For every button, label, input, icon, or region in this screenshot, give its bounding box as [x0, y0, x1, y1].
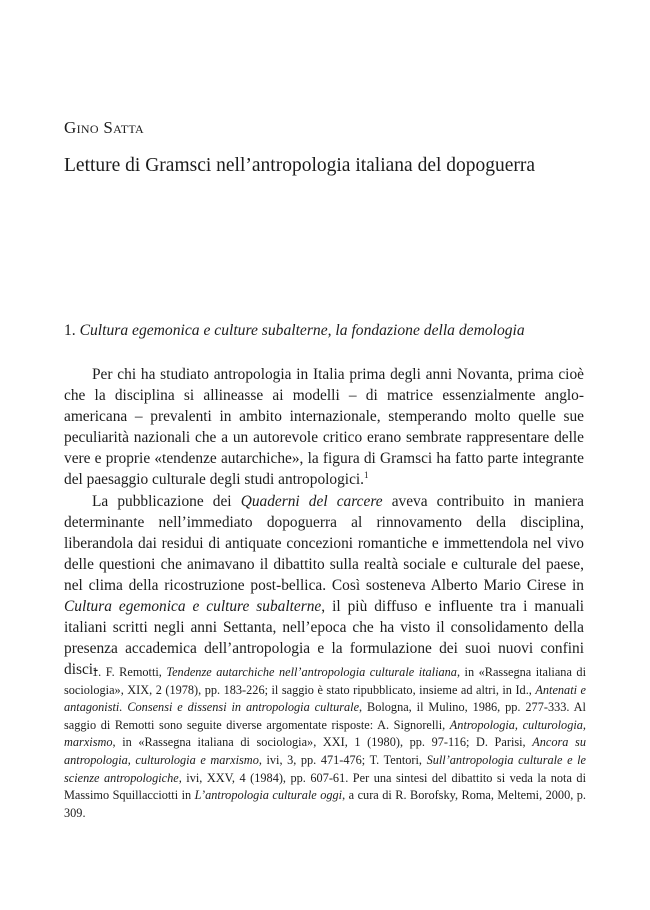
paragraph-1-text: Per chi ha studiato antropologia in Italia prima degli anni Novanta, prima cioè che la disciplina si allineasse ai modelli – di matrice essenzialmente anglo-americana – prevalenti in ambito internazionale, stemperando molto quelle sue peculiarità nazionali che a un autorevole critico erano sembrate rappresentare delle vere e proprie «tendenze autarchiche», la figura di Gramsci ha fatto parte integrante del paesaggio culturale degli studi antropologici.: [64, 366, 584, 489]
paragraph-2-part-3: , il più diffuso e influente tra i manuali italiani scritti negli anni Settanta, nell’epoca che ha visto il consolidamento della presenza accademica dell’antropologia e la formulazione dei suoi nuovi confini disci-: [64, 598, 585, 679]
work-title-quaderni: Quaderni del carcere: [240, 492, 383, 510]
footnote-segment: , a cura di R. Borofsky, Roma, Meltemi, 2000, p. 309.: [64, 788, 586, 820]
section-number: 1.: [64, 322, 76, 339]
work-title-cultura-egemonica: Cultura egemonica e culture subalterne: [64, 598, 322, 616]
footnote-segment: , ivi, 3, pp. 471-476; T. Tentori,: [258, 752, 427, 767]
section-heading: [64, 322, 604, 340]
footnote-work-title: Tendenze autarchiche nell’antropologia culturale italiana: [166, 665, 457, 679]
footnote-work-title: Sull’antropologia culturale e le scienze antropologiche,: [64, 752, 586, 785]
footnote-segment: , in «Rassegna italiana di sociologia», XIX, 2 (1978), pp. 183-226; il saggio è stato ripubblicato, insieme ad altri, in Id.,: [64, 665, 586, 697]
author-name: Gino Satta: [64, 118, 145, 137]
footnote-reference: 1: [364, 470, 369, 481]
paragraph-2: [64, 491, 584, 681]
footnote-work-title: Antropologia, culturologia, marxismo: [64, 717, 586, 750]
footnote-work-title: Antenati e antagonisti. Consensi e dissensi in antropologia culturale: [64, 682, 587, 715]
footnote-segment: , in «Rassegna italiana di sociologia», XXI, 1 (1980), pp. 97-116; D. Parisi,: [112, 735, 533, 750]
footnote: [64, 664, 586, 822]
footnote-1: [64, 664, 586, 822]
chapter-title: Letture di Gramsci nell’antropologia italiana del dopoguerra: [64, 155, 536, 176]
footnote-segment: 1. F. Remotti,: [92, 665, 167, 679]
footnote-segment: ivi, XXV, 4 (1984), pp. 607-61. Per una sintesi del dibattito si veda la nota di Massimo Squillacciotti in: [64, 770, 586, 803]
footnote-work-title: Ancora su antropologia, culturologia e marxismo: [64, 735, 586, 767]
body-text: [64, 364, 584, 680]
footnote-segment: , Bologna, il Mulino, 1986, pp. 277-333. Al saggio di Remotti sono seguite diverse argomentate risposte: A. Signorelli,: [64, 700, 586, 732]
paragraph-1: [64, 364, 584, 491]
footnote-work-title: L’antropologia culturale oggi: [194, 788, 343, 803]
section-title: Cultura egemonica e culture subalterne, la fondazione della demologia: [79, 322, 525, 339]
paragraph-2-part-2: aveva contribuito in maniera determinante nell’immediato dopoguerra al rinnovamento della disciplina, liberandola dai residui di antiquate concezioni romantiche e immettendola nel vivo delle questioni che animavano il dibattito sulla realtà sociale e culturale del paese, nel clima della ricostruzione post-bellica. Così sosteneva Alberto Mario Cirese in: [64, 492, 584, 594]
paragraph-2-part-1: La pubblicazione dei: [92, 492, 241, 510]
